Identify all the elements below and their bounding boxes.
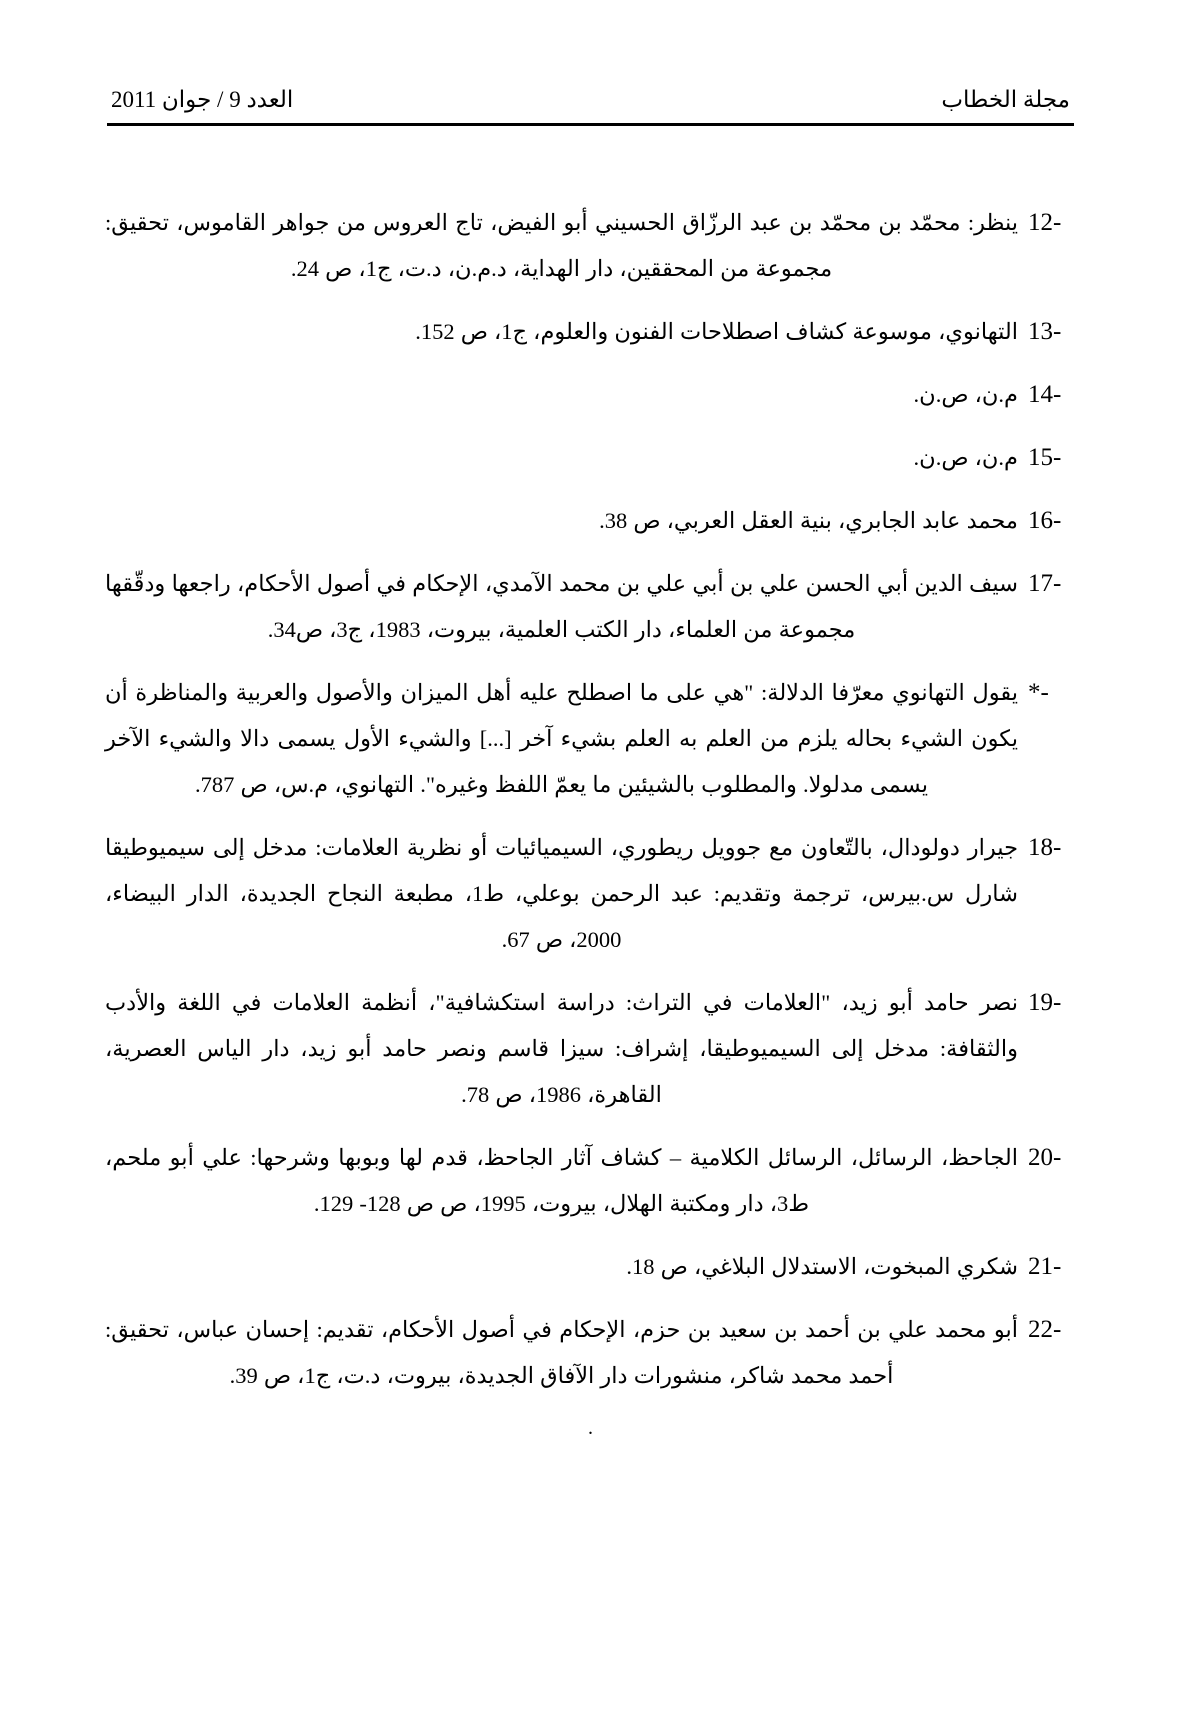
endnote-text: نصر حامد أبو زيد، "العلامات في التراث: دراسة استكشافية"، أنظمة العلامات في اللغة والأدب والثقافة: مدخل إلى السيميوطيقا، إشراف: سيزا قاسم ونصر حامد أبو زيد، دار الياس العصرية، القاهرة، 1986، ص 78. — [105, 989, 1018, 1107]
endnotes-list — [105, 200, 1076, 1399]
endnote-marker: -21 — [1028, 1252, 1062, 1280]
endnote-text: محمد عابد الجابري، بنية العقل العربي، ص 38. — [599, 507, 1018, 533]
endnote-item — [105, 435, 1076, 481]
endnote-marker: -13 — [1028, 317, 1062, 345]
endnote-marker: -20 — [1028, 1143, 1062, 1171]
endnote-item — [105, 561, 1076, 653]
endnote-text: جيرار دولودال، بالتّعاون مع جوويل ريطوري، السيميائيات أو نظرية العلامات: مدخل إلى سيميوطيقا شارل س.بيرس، ترجمة وتقديم: عبد الرحمن بوعلي، ط1، مطبعة النجاح الجديدة، الدار البيضاء، 2000، ص 67. — [105, 834, 1018, 952]
endnote-item — [105, 200, 1076, 292]
endnote-item — [105, 1135, 1076, 1227]
endnote-marker: -17 — [1028, 569, 1062, 597]
endnote-item — [105, 309, 1076, 355]
issue-line: العدد 9 / جوان 2011 — [111, 87, 294, 112]
endnote-marker: -* — [1028, 678, 1049, 706]
endnote-marker: -15 — [1028, 443, 1062, 471]
journal-title: مجلة الخطاب — [941, 87, 1070, 112]
endnote-text: م.ن، ص.ن. — [913, 444, 1018, 470]
endnote-marker: -19 — [1028, 988, 1062, 1016]
endnote-marker: -14 — [1028, 380, 1062, 408]
endnote-text: أبو محمد علي بن أحمد بن سعيد بن حزم، الإحكام في أصول الأحكام، تقديم: إحسان عباس، تحقيق: أحمد محمد شاكر، منشورات دار الآفاق الجديدة، بيروت، د.ت، ج1، ص 39. — [105, 1316, 1018, 1388]
header-divider-rule — [107, 123, 1074, 126]
endnote-text: التهانوي، موسوعة كشاف اصطلاحات الفنون والعلوم، ج1، ص 152. — [415, 318, 1018, 344]
endnote-text: يقول التهانوي معرّفا الدلالة: "هي على ما اصطلح عليه أهل الميزان والأصول والعربية والمناظرة أن يكون الشيء بحاله يلزم من العلم به العلم بشيء آخر [...] والشيء الأول يسمى دالا والشيء الآخر يسمى مدلولا. والمطلوب بالشيئين ما يعمّ اللفظ وغيره". التهانوي، م.س، ص 787. — [105, 679, 1018, 797]
endnote-item — [105, 498, 1076, 544]
endnote-text: ينظر: محمّد بن محمّد بن عبد الرزّاق الحسيني أبو الفيض، تاج العروس من جواهر القاموس، تحقيق: مجموعة من المحققين، دار الهداية، د.م.ن، د.ت، ج1، ص 24. — [105, 209, 1018, 281]
endnote-item — [105, 1244, 1076, 1290]
endnote-text: الجاحظ، الرسائل، الرسائل الكلامية – كشاف آثار الجاحظ، قدم لها وبوبها وشرحها: علي أبو ملحم، ط3، دار ومكتبة الهلال، بيروت، 1995، ص ص 128- 129. — [105, 1144, 1018, 1216]
page-bottom-mark: . — [588, 1417, 593, 1439]
endnote-item — [105, 372, 1076, 418]
running-head — [105, 86, 1076, 121]
endnote-text: شكري المبخوت، الاستدلال البلاغي، ص 18. — [626, 1253, 1018, 1279]
endnote-marker: -12 — [1028, 208, 1062, 236]
endnote-item — [105, 980, 1076, 1118]
endnote-item — [105, 1307, 1076, 1399]
endnote-item-asterisk — [105, 670, 1076, 808]
endnote-text: سيف الدين أبي الحسن علي بن أبي علي بن محمد الآمدي، الإحكام في أصول الأحكام، راجعها ودقّقها مجموعة من العلماء، دار الكتب العلمية، بيروت، 1983، ج3، ص34. — [105, 570, 1018, 642]
endnote-marker: -22 — [1028, 1315, 1062, 1343]
endnote-item — [105, 825, 1076, 963]
endnote-marker: -18 — [1028, 833, 1062, 861]
endnote-marker: -16 — [1028, 506, 1062, 534]
endnote-text: م.ن، ص.ن. — [913, 381, 1018, 407]
